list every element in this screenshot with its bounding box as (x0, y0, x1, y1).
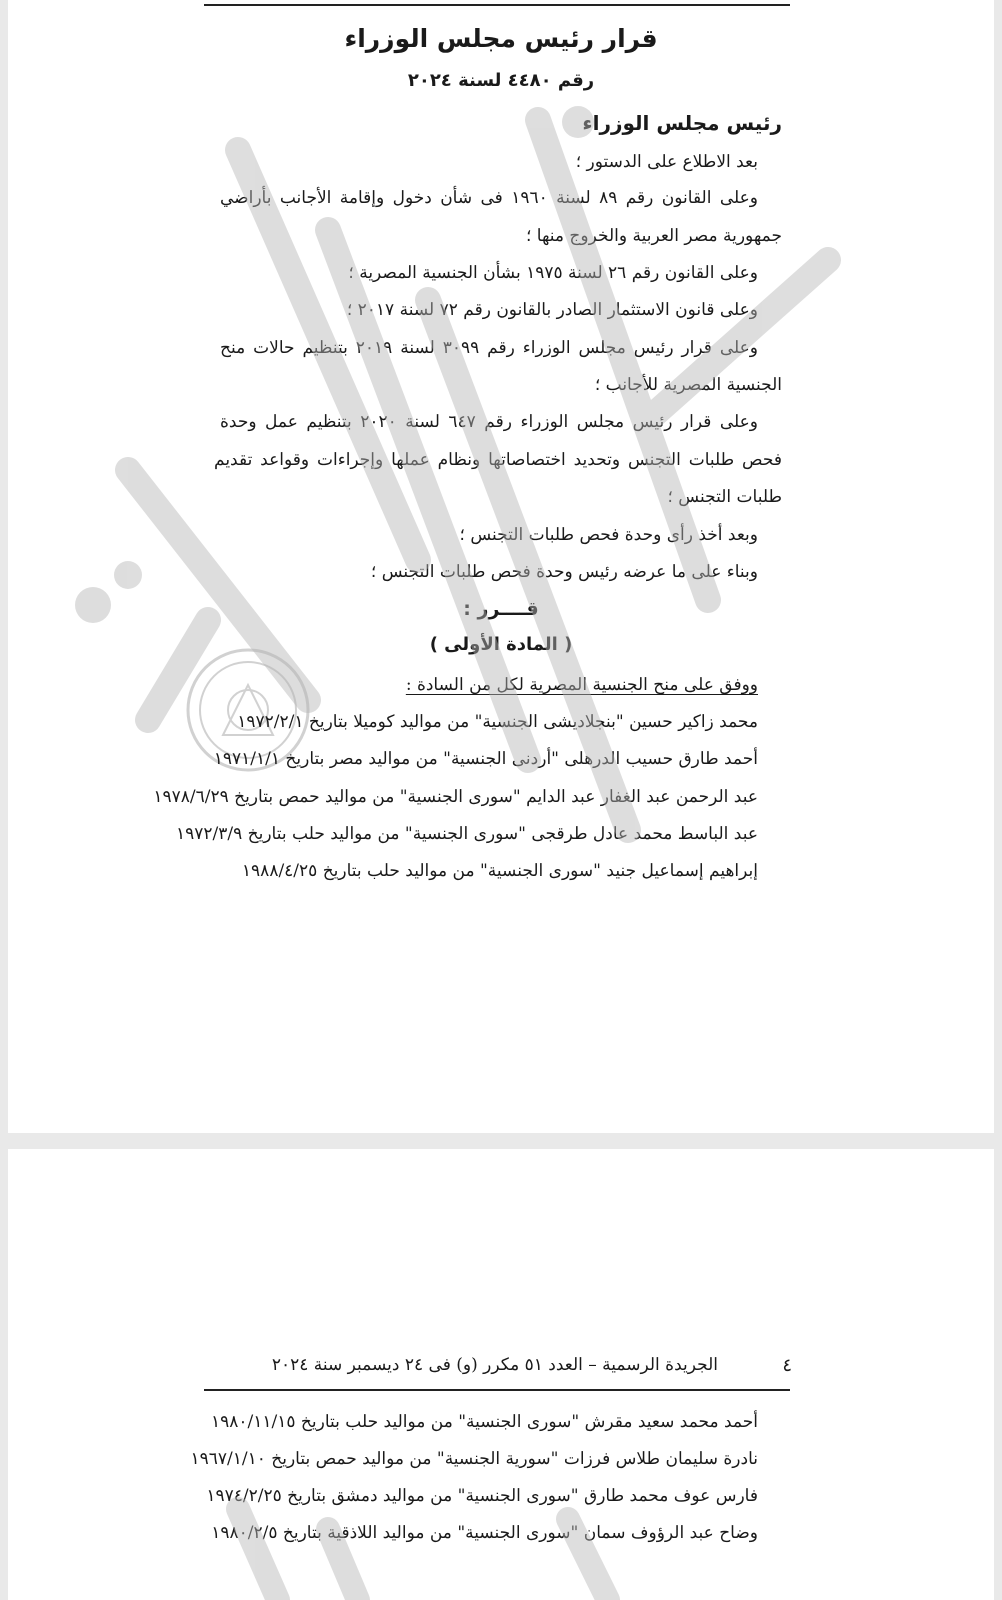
page-number: ٤ (782, 1355, 792, 1376)
issuer-heading: رئيس مجلس الوزراء (582, 111, 782, 135)
decree-title: قرار رئيس مجلس الوزراء (344, 24, 658, 53)
preamble-line: جمهورية مصر العربية والخروج منها ؛ (525, 226, 782, 246)
running-header: الجريدة الرسمية – العدد ٥١ مكرر (و) فى ٢٤ ديسمبر سنة ٢٠٢٤ (271, 1355, 718, 1375)
top-rule (204, 4, 790, 6)
article-one-heading: ( المادة الأولى ) (429, 634, 573, 655)
document-page-1 (8, 0, 994, 1133)
name-entry: إبراهيم إسماعيل جنيد "سورى الجنسية" من مواليد حلب بتاريخ ١٩٨٨/٤/٢٥ (241, 861, 758, 881)
decided-heading: قــــرر : (463, 598, 539, 620)
grant-intro: ووفق على منح الجنسية المصرية لكل من السادة : (405, 675, 758, 695)
name-entry: نادرة سليمان طلاس فرزات "سورية الجنسية" من مواليد حمص بتاريخ ١٩٦٧/١/١٠ (190, 1449, 758, 1469)
preamble-line: وبعد أخذ رأى وحدة فحص طلبات التجنس ؛ (459, 525, 758, 545)
document-page-2 (8, 1149, 994, 1600)
preamble-line: وعلى قرار رئيس مجلس الوزراء رقم ٦٤٧ لسنة ٢٠٢٠ بتنظيم عمل وحدة (220, 412, 758, 432)
official-seal-stamp (183, 645, 313, 775)
header-rule (204, 1389, 790, 1391)
preamble-line: وعلى القانون رقم ٢٦ لسنة ١٩٧٥ بشأن الجنسية المصرية ؛ (348, 263, 758, 283)
preamble-line: وبناء على ما عرضه رئيس وحدة فحص طلبات التجنس ؛ (370, 562, 758, 582)
name-entry: محمد زاكير حسين "بنجلاديشى الجنسية" من مواليد كوميلا بتاريخ ١٩٧٢/٢/١ (237, 712, 758, 732)
preamble-line: وعلى قانون الاستثمار الصادر بالقانون رقم ٧٢ لسنة ٢٠١٧ ؛ (346, 300, 758, 320)
name-entry: وضاح عبد الرؤوف سمان "سورى الجنسية" من مواليد اللاذقية بتاريخ ١٩٨٠/٢/٥ (211, 1523, 758, 1543)
preamble-line: وعلى القانون رقم ٨٩ لسنة ١٩٦٠ فى شأن دخول وإقامة الأجانب بأراضي (220, 188, 759, 208)
preamble-line: فحص طلبات التجنس وتحديد اختصاصاتها ونظام عملها وإجراءات وقواعد تقديم (214, 450, 782, 470)
preamble-line: بعد الاطلاع على الدستور ؛ (575, 152, 758, 172)
name-entry: عبد الباسط محمد عادل طرقجى "سورى الجنسية" من مواليد حلب بتاريخ ١٩٧٢/٣/٩ (175, 824, 758, 844)
decree-number: رقم ٤٤٨٠ لسنة ٢٠٢٤ (407, 70, 595, 91)
name-entry: فارس عوف محمد طارق "سورى الجنسية" من مواليد دمشق بتاريخ ١٩٧٤/٢/٢٥ (206, 1486, 758, 1506)
name-entry: عبد الرحمن عبد الغفار عبد الدايم "سورى الجنسية" من مواليد حمص بتاريخ ١٩٧٨/٦/٢٩ (153, 787, 758, 807)
name-entry: أحمد طارق حسيب الدرهلى "أردنى الجنسية" من مواليد مصر بتاريخ ١٩٧١/١/١ (213, 749, 758, 769)
name-entry: أحمد محمد سعيد مقرش "سورى الجنسية" من مواليد حلب بتاريخ ١٩٨٠/١١/١٥ (211, 1412, 758, 1432)
preamble-line: وعلى قرار رئيس مجلس الوزراء رقم ٣٠٩٩ لسنة ٢٠١٩ بتنظيم حالات منح (220, 338, 758, 358)
preamble-line: طلبات التجنس ؛ (667, 487, 782, 507)
preamble-line: الجنسية المصرية للأجانب ؛ (594, 375, 782, 395)
